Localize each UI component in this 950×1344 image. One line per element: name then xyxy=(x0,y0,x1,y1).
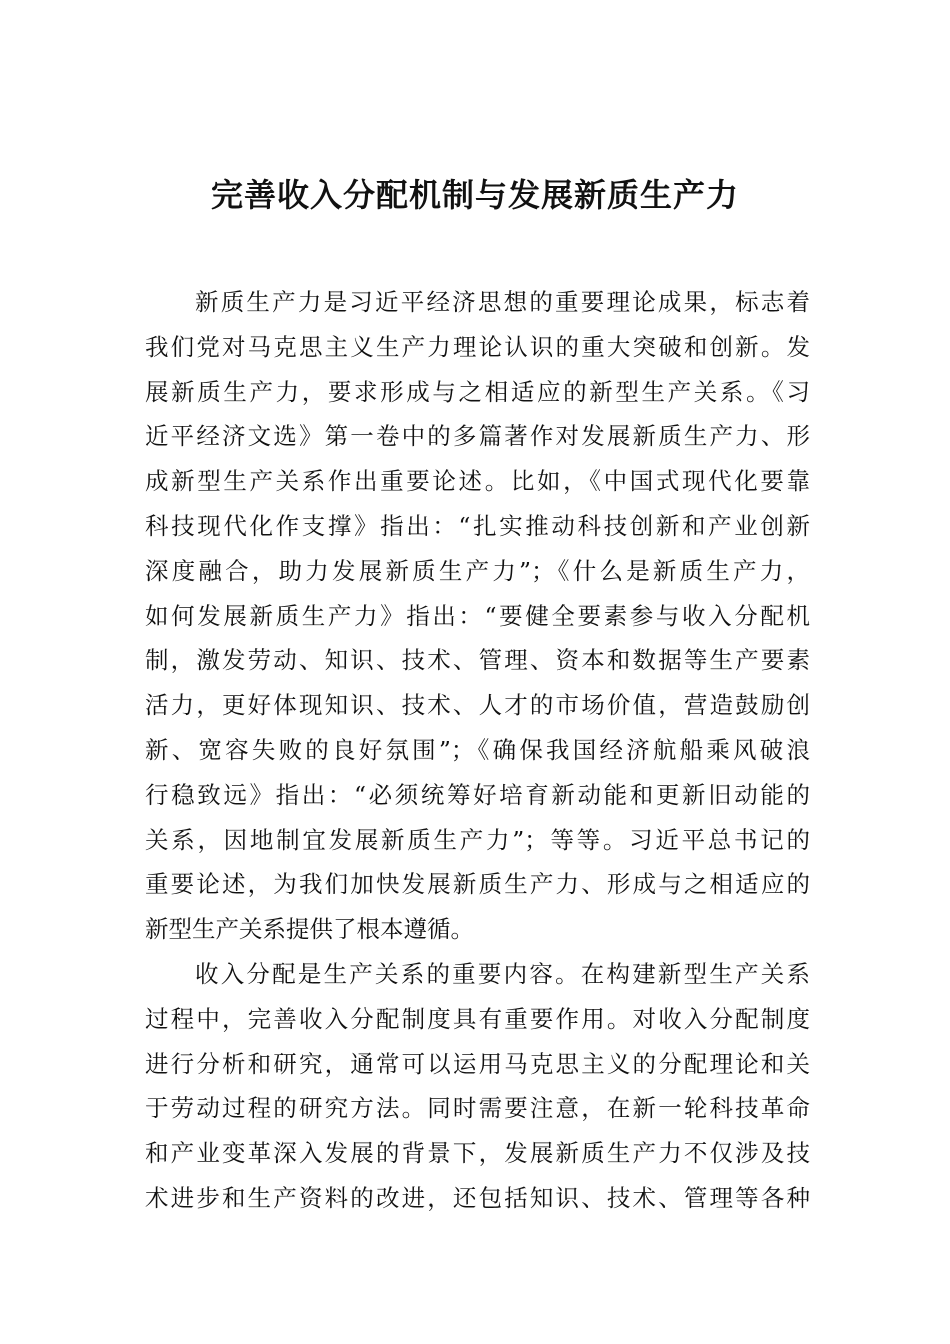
paragraph-line: 关系，因地制宜发展新质生产力”；等等。习近平总书记的 xyxy=(145,825,810,854)
paragraph-line: 制，激发劳动、知识、技术、管理、资本和数据等生产要素 xyxy=(145,646,810,675)
paragraph-line: 术进步和生产资料的改进，还包括知识、技术、管理等各种 xyxy=(145,1183,810,1212)
paragraph-line: 成新型生产关系作出重要论述。比如，《中国式现代化要靠 xyxy=(145,467,810,496)
paragraph-line: 如何发展新质生产力》指出：“要健全要素参与收入分配机 xyxy=(145,601,810,630)
paragraph-2 xyxy=(145,952,810,1221)
paragraph-line: 和产业变革深入发展的背景下，发展新质生产力不仅涉及技 xyxy=(145,1139,810,1168)
paragraph-line: 进行分析和研究，通常可以运用马克思主义的分配理论和关 xyxy=(145,1049,810,1078)
paragraph-line: 展新质生产力，要求形成与之相适应的新型生产关系。《习 xyxy=(145,377,810,406)
paragraph-line: 活力，更好体现知识、技术、人才的市场价值，营造鼓励创 xyxy=(145,691,810,720)
paragraph-line: 近平经济文选》第一卷中的多篇著作对发展新质生产力、形 xyxy=(145,422,810,451)
paragraph-line: 过程中，完善收入分配制度具有重要作用。对收入分配制度 xyxy=(145,1004,810,1033)
paragraph-line: 重要论述，为我们加快发展新质生产力、形成与之相适应的 xyxy=(145,870,810,899)
paragraph-line: 于劳动过程的研究方法。同时需要注意，在新一轮科技革命 xyxy=(145,1094,810,1123)
document-body xyxy=(145,280,810,1221)
paragraph-line: 科技现代化作支撑》指出：“扎实推动科技创新和产业创新 xyxy=(145,511,810,540)
paragraph-line: 新质生产力是习近平经济思想的重要理论成果，标志着 xyxy=(195,288,810,316)
paragraph-line: 收入分配是生产关系的重要内容。在构建新型生产关系 xyxy=(195,959,810,988)
paragraph-line: 新、宽容失败的良好氛围”；《确保我国经济航船乘风破浪 xyxy=(145,735,810,764)
paragraph-line: 新型生产关系提供了根本遵循。 xyxy=(145,915,474,944)
paragraph-1 xyxy=(145,280,810,952)
paragraph-line: 我们党对马克思主义生产力理论认识的重大突破和创新。发 xyxy=(145,332,810,361)
paragraph-line: 行稳致远》指出：“必须统筹好培育新动能和更新旧动能的 xyxy=(145,780,810,809)
paragraph-line: 深度融合，助力发展新质生产力”；《什么是新质生产力， xyxy=(145,556,810,585)
document-title: 完善收入分配机制与发展新质生产力 xyxy=(210,176,739,214)
